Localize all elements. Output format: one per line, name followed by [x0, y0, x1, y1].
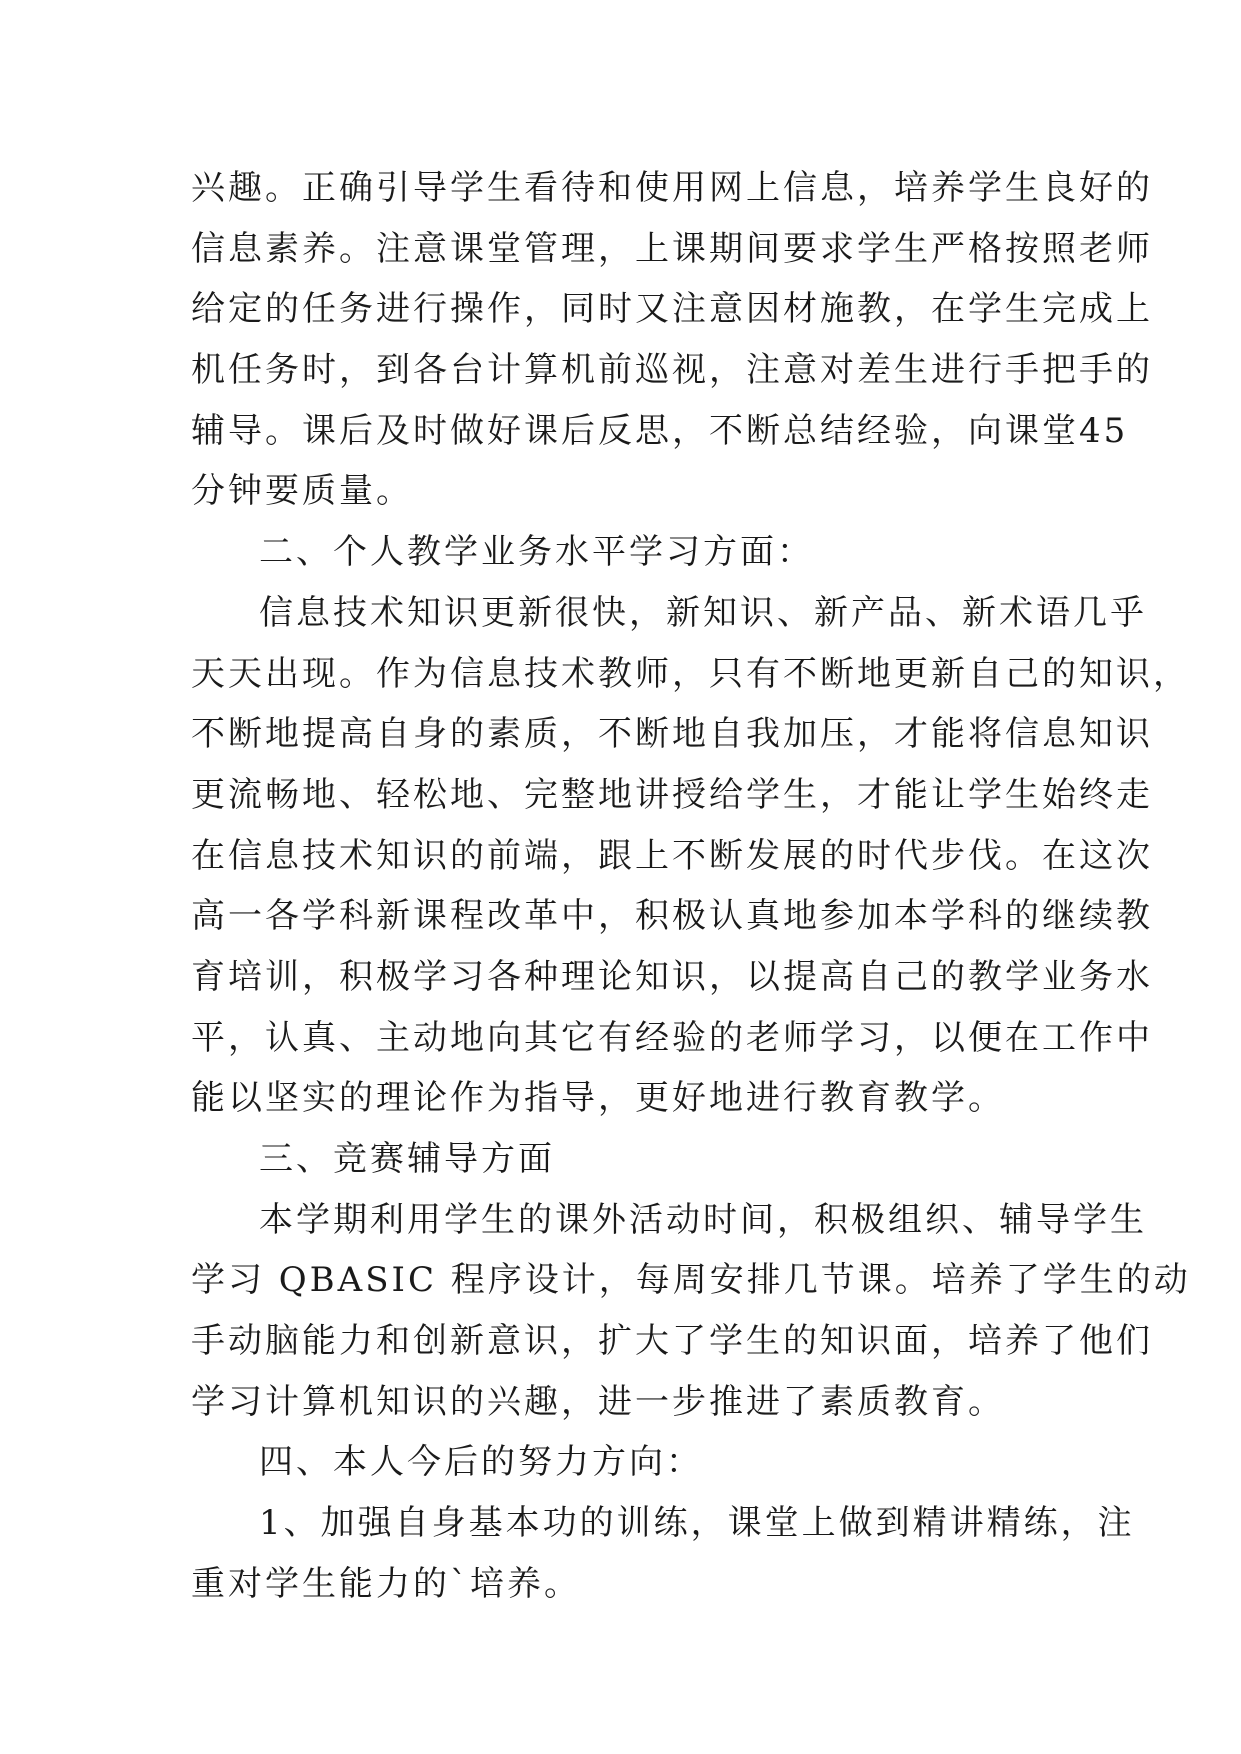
paragraph-line: 育培训，积极学习各种理论知识，以提高自己的教学业务水 [191, 956, 1153, 997]
paragraph-line: 重对学生能力的`培养。 [191, 1563, 581, 1604]
paragraph-line: 分钟要质量。 [191, 471, 413, 512]
paragraph-line: 学习 QBASIC 程序设计，每周安排几节课。培养了学生的动 [191, 1260, 1191, 1301]
section-heading: 三、竞赛辅导方面 [259, 1139, 555, 1179]
paragraph-line: 更流畅地、轻松地、完整地讲授给学生，才能让学生始终走 [191, 774, 1153, 815]
paragraph-line: 信息素养。注意课堂管理，上课期间要求学生严格按照老师 [191, 228, 1153, 269]
paragraph-line: 辅导。课后及时做好课后反思，不断总结经验，向课堂45 [191, 410, 1129, 451]
paragraph-line: 平，认真、主动地向其它有经验的老师学习，以便在工作中 [191, 1017, 1153, 1058]
paragraph-line: 在信息技术知识的前端，跟上不断发展的时代步伐。在这次 [191, 835, 1153, 876]
paragraph-line: 高一各学科新课程改革中，积极认真地参加本学科的继续教 [191, 896, 1153, 937]
paragraph-line: 兴趣。正确引导学生看待和使用网上信息，培养学生良好的 [191, 168, 1153, 208]
paragraph-line: 本学期利用学生的课外活动时间，积极组织、辅导学生 [259, 1199, 1147, 1240]
paragraph-line: 手动脑能力和创新意识，扩大了学生的知识面，培养了他们 [191, 1321, 1153, 1362]
paragraph-line: 给定的任务进行操作，同时又注意因材施教，在学生完成上 [191, 289, 1153, 330]
section-heading: 四、本人今后的努力方向： [259, 1442, 703, 1483]
document-body [191, 158, 1191, 1615]
paragraph-line: 1、加强自身基本功的训练，课堂上做到精讲精练，注 [259, 1503, 1135, 1544]
paragraph-line: 信息技术知识更新很快，新知识、新产品、新术语几乎 [259, 592, 1147, 633]
paragraph-line: 学习计算机知识的兴趣，进一步推进了素质教育。 [191, 1381, 1005, 1422]
paragraph-line: 不断地提高自身的素质，不断地自我加压，才能将信息知识 [191, 714, 1153, 755]
paragraph-line: 机任务时，到各台计算机前巡视，注意对差生进行手把手的 [191, 350, 1153, 391]
paragraph-line: 能以坚实的理论作为指导，更好地进行教育教学。 [191, 1078, 1005, 1119]
section-heading: 二、个人教学业务水平学习方面： [259, 532, 814, 573]
paragraph-line: 天天出现。作为信息技术教师，只有不断地更新自己的知识， [191, 653, 1190, 694]
